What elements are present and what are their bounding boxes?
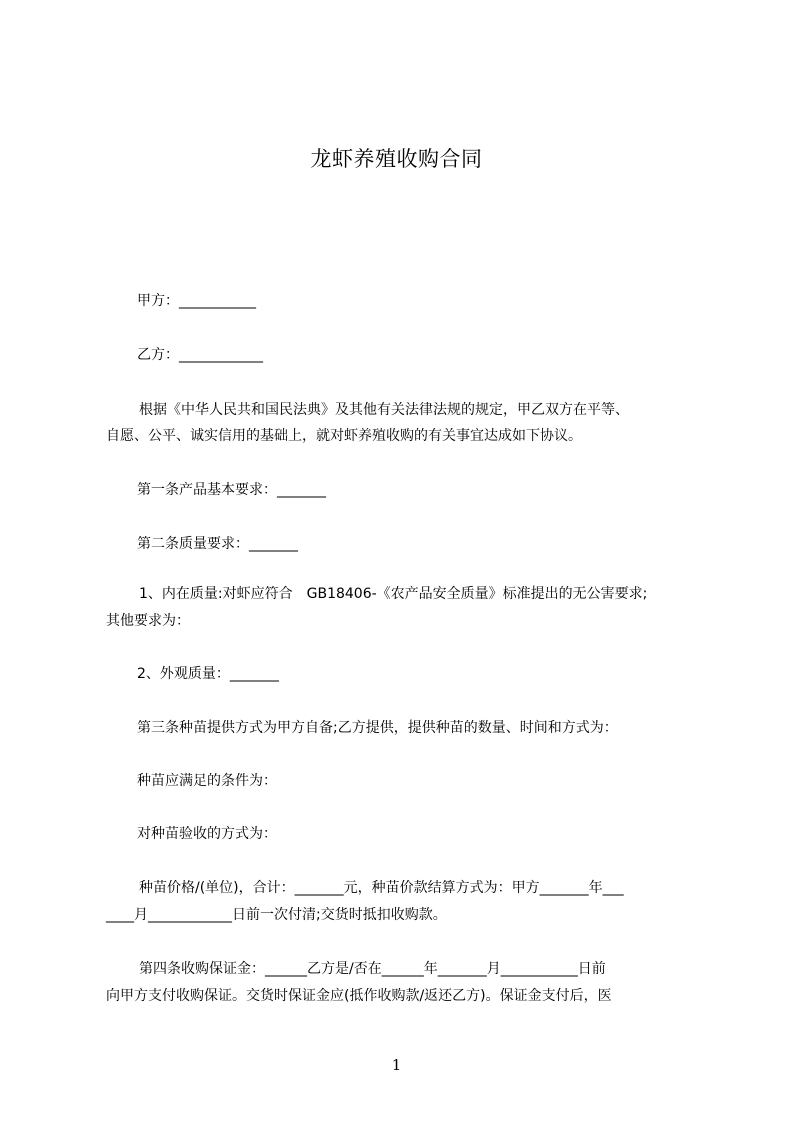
internal-quality-line-1: 1、内在质量:对虾应符合 GB18406-《农产品安全质量》标准提出的无公害要求; xyxy=(139,586,648,602)
preamble-line-2: 自愿、公平、诚实信用的基础上，就对虾养殖收购的有关事宜达成如下协议。 xyxy=(106,428,582,444)
page-number: 1 xyxy=(391,1056,402,1074)
seedling-inspection-line: 对种苗验收的方式为： xyxy=(137,826,277,842)
article-1-line: 第一条产品基本要求：_______ xyxy=(137,482,326,498)
document-title: 龙虾养殖收购合同 xyxy=(310,147,483,171)
external-quality-line: 2、外观质量：_______ xyxy=(137,666,279,682)
internal-quality-line-2: 其他要求为： xyxy=(106,613,190,629)
article-4-line-2: 向甲方支付收购保证。交货时保证金应(抵作收购款/返还乙方)。保证金支付后，医 xyxy=(106,988,612,1004)
party-b-line: 乙方：____________ xyxy=(137,347,263,363)
seedling-price-line-1: 种苗价格/(单位)，合计：_______元，种苗价款结算方式为：甲方_______年___ xyxy=(139,880,624,896)
seedling-price-line-2: ____月____________日前一次付清;交货时抵扣收购款。 xyxy=(106,907,447,923)
seedling-conditions-line: 种苗应满足的条件为： xyxy=(137,773,277,789)
party-a-line: 甲方：___________ xyxy=(137,293,256,309)
article-2-line: 第二条质量要求：_______ xyxy=(137,536,298,552)
article-4-line-1: 第四条收购保证金：______乙方是/否在______年_______月___________日前 xyxy=(139,961,606,977)
preamble-line-1: 根据《中华人民共和国民法典》及其他有关法律法规的规定，甲乙双方在平等、 xyxy=(139,402,629,418)
article-3-line: 第三条种苗提供方式为甲方自备;乙方提供，提供种苗的数量、时间和方式为： xyxy=(137,720,618,736)
